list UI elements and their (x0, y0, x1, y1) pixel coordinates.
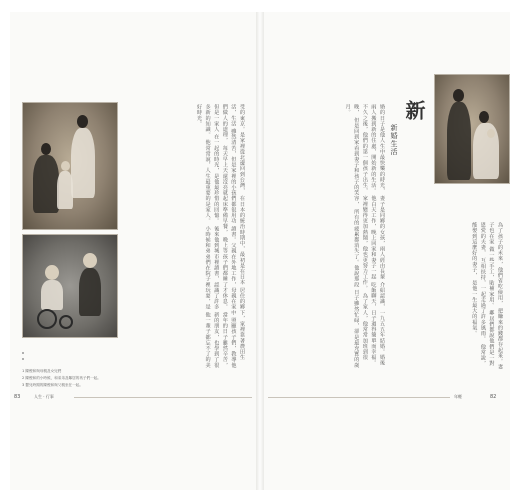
left-page (10, 12, 256, 490)
kid-two-head (83, 253, 97, 268)
kid-one-body (41, 280, 63, 310)
photo-caption: 2 陳俊和的小時候，和弟弟及鄰居的孩子們一起。 (22, 376, 101, 380)
photo-caption: 3 嬰兒時期的陳俊和與父親坐在一起。 (22, 383, 83, 387)
text-column: 吃飯聊天，日子過得簡單而幸福。 (370, 281, 377, 366)
text-column: 所有的疲累都消失了。他說那段 (353, 208, 360, 288)
father-figure-head (77, 115, 88, 128)
kid-two-body (79, 268, 101, 316)
running-footer: 人生 · 行事 (34, 394, 54, 399)
text-column: 當年的日子雖然辛苦，但是一家人 (213, 104, 228, 368)
groom-figure (447, 102, 471, 180)
footer-rule (74, 397, 252, 398)
tricycle-wheel (37, 309, 57, 329)
photo-caption: 1 陳俊和與母親及女兒們 (22, 369, 62, 373)
text-column: 介紹認識，一九五五年結婚。婚後 (379, 281, 385, 366)
text-column: 日子雖然忙碌，卻是最充實的歲月。 (344, 104, 360, 368)
text-column: 小時候和弟弟們在院子裡玩耍，是 (204, 225, 211, 310)
text-column: 為了家人，他常常加班到很晚， (353, 104, 368, 361)
text-column: 把賺來的錢都存起來。妻子也在家 (488, 222, 503, 370)
text-column: 不久之後，他們的第一個孩子出生， (361, 104, 368, 194)
text-column: 後來他到城市裡讀書，認識了許多 (213, 225, 220, 310)
father-figure (71, 128, 95, 198)
child-figure (57, 171, 73, 209)
text-column: 他常常說，人生最重要的是家人。 (204, 139, 211, 224)
text-column: 為了孩子的未來，他們省吃儉用， (497, 222, 503, 306)
book-gutter (256, 12, 264, 490)
text-column: 做一些手工，貼補家用。 (488, 246, 495, 309)
baby-head (487, 129, 495, 138)
text-column: 讀書。父親在外地工作，母親在家中 (230, 225, 237, 316)
text-column: 他一輩子都忘不了的美好時光。 (196, 104, 211, 368)
text-column: 妻子是同鄉的女孩，兩人經由長輩 (379, 195, 385, 280)
text-column: 在日本的統治時期中，最初是在日本 (239, 195, 245, 286)
family-photo (22, 102, 118, 230)
tricycle-wheel (59, 315, 73, 329)
text-column: 每天早上天還沒亮就起床準備早餐， (221, 145, 228, 235)
right-body-text-lower (418, 222, 504, 370)
text-column: 兩人搬到新的住處，開始新的生活。 (370, 104, 377, 194)
text-column: 新的朋友，也學到了很多新的知識。 (204, 104, 220, 368)
mother-figure-head (41, 143, 51, 155)
caption-marker (22, 352, 24, 354)
running-footer: 年輕 (454, 394, 462, 399)
bride-figure (473, 123, 499, 179)
text-column: 受的東京。是家裡從北邊回到台灣， (239, 104, 245, 194)
text-column: 居住的鄉下，家裡靠著農田生活，生活 (230, 104, 245, 361)
text-column: 家裡變得更加熱鬧，他也更努力工作。 (361, 195, 368, 291)
right-page (264, 12, 510, 490)
text-column: 晚上等孩子們都睡了才休息。 (221, 236, 228, 310)
text-column: 互相扶持，一起走過了許多風雨。 (479, 257, 486, 342)
text-column: 雖然清苦，但是家裡的小孩們都很用功 (230, 128, 237, 224)
footer-rule (268, 397, 450, 398)
page-number: 83 (14, 394, 21, 400)
text-column: 但是回到家看到妻子和孩子的笑容， (353, 117, 360, 207)
left-body-text (128, 104, 246, 370)
bride-head (479, 111, 489, 123)
text-column: 他常說，能娶到這麼好的妻子， (471, 222, 486, 367)
kid-one-head (45, 265, 59, 280)
text-column: 鄰居們都說他們是一對恩愛的夫妻， (479, 222, 495, 367)
chapter-heading: 新婚生活 (390, 124, 398, 156)
text-column: 婚的日子是他人生中最快樂的時光， (379, 104, 385, 194)
text-column: 是他一生最大的福氣。 (471, 280, 478, 337)
groom-head (453, 89, 464, 102)
children-photo (22, 234, 118, 338)
text-column: 他白天工作，晚上回家和妻子一起 (370, 195, 377, 280)
page-number: 82 (490, 394, 497, 400)
chapter-big-character: 新 (402, 100, 426, 120)
wedding-photo (434, 74, 510, 184)
caption-marker (22, 358, 24, 360)
right-body-text (274, 104, 386, 370)
child-figure-head (61, 161, 70, 171)
text-column: 在一起的時光，是他最珍惜的回憶。 (213, 134, 220, 224)
text-column: 照顧孩子們，教導他們做人的道理， (221, 104, 237, 368)
mother-figure (33, 155, 59, 213)
